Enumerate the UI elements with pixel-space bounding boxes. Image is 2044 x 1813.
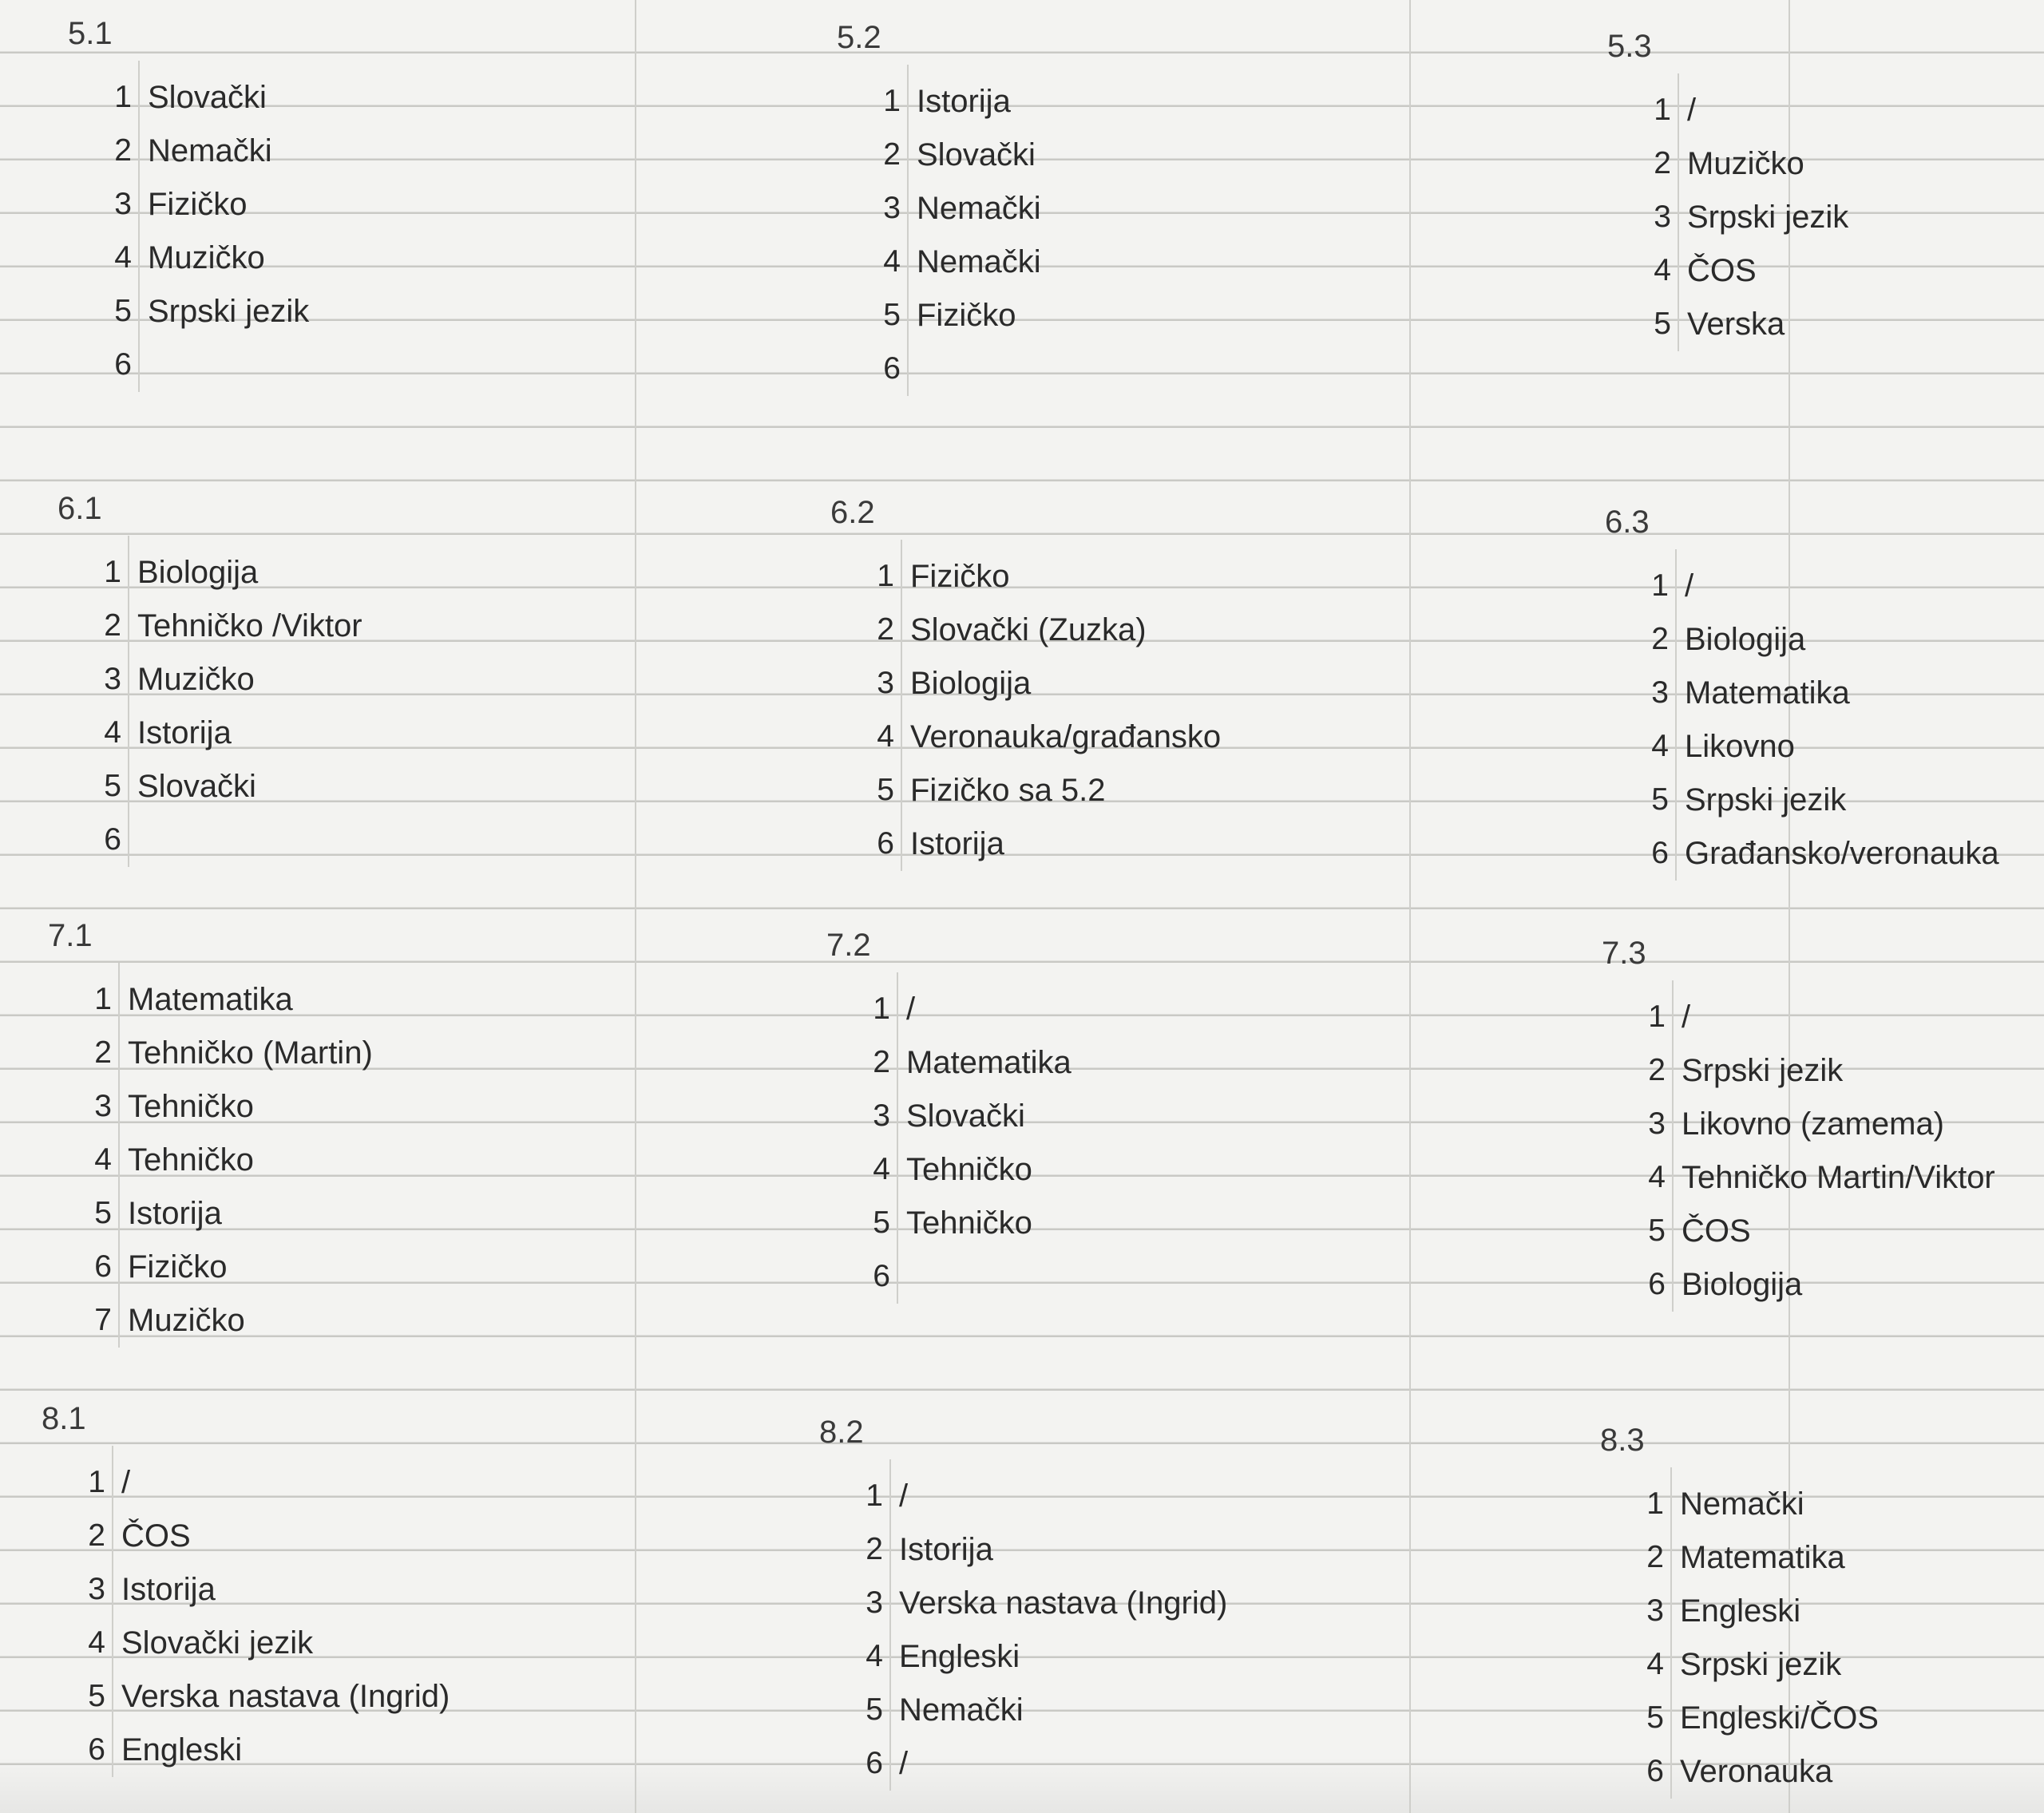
- period-number: 5: [877, 773, 894, 807]
- class-label: 5.2: [837, 20, 881, 55]
- period-number: 2: [1651, 622, 1669, 656]
- subject-name: /: [1687, 93, 1697, 128]
- period-number: 6: [877, 826, 894, 861]
- subject-name: Verska: [1687, 307, 1785, 342]
- subject-name: ČOS: [1687, 253, 1757, 288]
- lesson-list: [68, 69, 723, 390]
- subject-name: Veronauka/građansko: [910, 719, 1222, 754]
- lesson-row: [1607, 295, 2044, 349]
- subject-name: Muzičko: [128, 1303, 245, 1338]
- period-number: 5: [114, 294, 132, 328]
- lesson-row: [819, 1574, 1474, 1628]
- period-number: 4: [88, 1625, 105, 1660]
- period-number: 6: [883, 351, 901, 386]
- subject-name: Slovački: [906, 1098, 1025, 1134]
- period-number: 1: [1646, 1486, 1664, 1521]
- period-number: 5: [1646, 1700, 1664, 1735]
- lesson-row: [1607, 242, 2044, 295]
- lesson-row: [42, 1668, 696, 1721]
- period-number: 6: [1651, 836, 1669, 870]
- lesson-row: [1600, 1689, 2044, 1743]
- class-label: 5.3: [1607, 29, 1652, 64]
- subject-name: Slovački: [917, 137, 1036, 172]
- subject-name: Tehničko: [906, 1205, 1032, 1241]
- lesson-row: [830, 548, 1485, 601]
- lesson-row: [830, 655, 1485, 708]
- period-number: 1: [1648, 1000, 1666, 1034]
- subject-name: Engleski: [899, 1639, 1020, 1674]
- lesson-row: [1602, 1042, 2044, 1095]
- lesson-row: [48, 1292, 703, 1345]
- period-number: 4: [104, 715, 121, 750]
- period-number: 3: [1654, 200, 1671, 234]
- cell-divider: [907, 332, 909, 396]
- lesson-row: [830, 762, 1485, 815]
- period-number: 2: [877, 612, 894, 647]
- period-number: 6: [1646, 1754, 1664, 1788]
- lesson-row: [48, 1024, 703, 1078]
- cell-divider: [1670, 1735, 1672, 1799]
- class-label: 7.1: [48, 918, 93, 953]
- subject-name: Istorija: [910, 826, 1004, 861]
- lesson-row: [68, 176, 723, 229]
- cell-divider: [128, 803, 129, 867]
- cell-divider: [901, 807, 902, 871]
- subject-name: Biologija: [1682, 1267, 1803, 1302]
- subject-name: ČOS: [121, 1518, 191, 1554]
- subject-name: Tehničko Martin/Viktor: [1682, 1160, 1995, 1195]
- period-number: 4: [94, 1142, 112, 1177]
- subject-name: Slovački: [137, 769, 256, 804]
- class-label: 7.2: [826, 928, 871, 963]
- lesson-row: [826, 1034, 1481, 1087]
- period-number: 4: [1654, 253, 1671, 287]
- lesson-row: [1602, 1256, 2044, 1309]
- lesson-row: [1602, 988, 2044, 1042]
- period-number: 4: [114, 240, 132, 275]
- lesson-row: [1605, 557, 2044, 611]
- lesson-list: [42, 1454, 696, 1775]
- period-number: 5: [94, 1196, 112, 1230]
- lesson-row: [830, 708, 1485, 762]
- lesson-row: [1600, 1475, 2044, 1529]
- lesson-row: [830, 601, 1485, 655]
- subject-name: Matematika: [128, 982, 293, 1017]
- subject-name: Slovački jezik: [121, 1625, 314, 1661]
- lesson-list: [819, 1467, 1474, 1788]
- subject-name: Istorija: [121, 1572, 216, 1607]
- subject-name: Biologija: [910, 666, 1032, 701]
- period-number: 4: [866, 1639, 883, 1673]
- lesson-row: [826, 1248, 1481, 1301]
- subject-name: Srpski jezik: [148, 294, 310, 329]
- period-number: 2: [866, 1532, 883, 1566]
- lesson-row: [837, 126, 1491, 180]
- subject-name: Matematika: [1685, 675, 1850, 711]
- cell-divider: [1678, 287, 1679, 351]
- period-number: 1: [883, 84, 901, 118]
- period-number: 2: [1646, 1540, 1664, 1574]
- lesson-row: [837, 180, 1491, 233]
- period-number: 3: [873, 1098, 890, 1133]
- lesson-row: [42, 1614, 696, 1668]
- period-number: 3: [1648, 1106, 1666, 1141]
- subject-name: Fizičko: [917, 298, 1016, 333]
- period-number: 3: [114, 187, 132, 221]
- lesson-row: [1605, 825, 2044, 878]
- period-number: 3: [1651, 675, 1669, 710]
- subject-name: Fizičko: [148, 187, 248, 222]
- class-label: 7.3: [1602, 936, 1646, 971]
- subject-name: /: [1682, 1000, 1691, 1035]
- subject-name: Matematika: [1680, 1540, 1845, 1575]
- period-number: 6: [104, 822, 121, 857]
- subject-name: /: [121, 1465, 131, 1500]
- lesson-row: [42, 1454, 696, 1507]
- lesson-row: [1600, 1529, 2044, 1582]
- cell-divider: [112, 1713, 113, 1777]
- period-number: 6: [866, 1746, 883, 1780]
- subject-name: Tehničko (Martin): [128, 1035, 373, 1071]
- period-number: 6: [114, 347, 132, 382]
- lesson-row: [68, 229, 723, 283]
- lesson-list: [1600, 1475, 2044, 1796]
- period-number: 2: [1654, 146, 1671, 180]
- lesson-row: [42, 1507, 696, 1561]
- class-label: 8.3: [1600, 1423, 1645, 1458]
- subject-name: Tehničko: [128, 1089, 254, 1124]
- subject-name: Engleski: [121, 1732, 243, 1767]
- subject-name: Nemački: [1680, 1486, 1804, 1522]
- period-number: 1: [873, 992, 890, 1026]
- lesson-row: [819, 1628, 1474, 1681]
- lesson-row: [42, 1721, 696, 1775]
- subject-name: Veronauka: [1680, 1754, 1833, 1789]
- period-number: 4: [1651, 729, 1669, 763]
- cell-divider: [138, 328, 140, 392]
- period-number: 3: [877, 666, 894, 700]
- subject-name: Fizičko: [128, 1249, 228, 1285]
- lesson-row: [57, 544, 712, 597]
- lesson-row: [1600, 1636, 2044, 1689]
- period-number: 5: [1651, 782, 1669, 817]
- lesson-row: [830, 815, 1485, 869]
- subject-name: Slovački (Zuzka): [910, 612, 1147, 647]
- subject-name: Verska nastava (Ingrid): [899, 1585, 1228, 1621]
- lesson-list: [48, 971, 703, 1345]
- class-label: 6.3: [1605, 505, 1650, 540]
- subject-name: Srpski jezik: [1687, 200, 1849, 235]
- class-label: 6.2: [830, 495, 875, 530]
- lesson-row: [819, 1735, 1474, 1788]
- subject-name: Istorija: [137, 715, 232, 750]
- lesson-row: [48, 1078, 703, 1131]
- period-number: 1: [104, 555, 121, 589]
- period-number: 1: [1651, 568, 1669, 603]
- lesson-row: [1602, 1149, 2044, 1202]
- lesson-row: [1605, 771, 2044, 825]
- subject-name: Građansko/veronauka: [1685, 836, 1999, 871]
- period-number: 2: [104, 608, 121, 643]
- period-number: 2: [114, 133, 132, 168]
- lesson-row: [1607, 188, 2044, 242]
- subject-name: ČOS: [1682, 1213, 1751, 1249]
- lesson-row: [837, 287, 1491, 340]
- period-number: 2: [873, 1045, 890, 1079]
- period-number: 1: [114, 80, 132, 114]
- subject-name: Muzičko: [137, 662, 255, 697]
- cell-divider: [118, 1284, 120, 1348]
- subject-name: Istorija: [128, 1196, 222, 1231]
- subject-name: Tehničko: [128, 1142, 254, 1178]
- lesson-row: [57, 651, 712, 704]
- lesson-row: [57, 811, 712, 865]
- lesson-row: [826, 1141, 1481, 1194]
- lesson-row: [68, 336, 723, 390]
- cell-divider: [1672, 1248, 1674, 1312]
- subject-name: Muzičko: [1687, 146, 1804, 181]
- period-number: 6: [1648, 1267, 1666, 1301]
- cell-divider: [897, 1240, 898, 1304]
- lesson-row: [42, 1561, 696, 1614]
- period-number: 5: [873, 1205, 890, 1240]
- period-number: 6: [873, 1259, 890, 1293]
- subject-name: Likovno (zamema): [1682, 1106, 1945, 1142]
- subject-name: Srpski jezik: [1682, 1053, 1844, 1088]
- lesson-row: [826, 980, 1481, 1034]
- period-number: 7: [94, 1303, 112, 1337]
- period-number: 3: [1646, 1593, 1664, 1628]
- period-number: 3: [866, 1585, 883, 1620]
- period-number: 6: [88, 1732, 105, 1767]
- lesson-list: [837, 73, 1491, 394]
- period-number: 5: [88, 1679, 105, 1713]
- period-number: 1: [88, 1465, 105, 1499]
- period-number: 3: [88, 1572, 105, 1606]
- lesson-row: [819, 1521, 1474, 1574]
- period-number: 4: [1648, 1160, 1666, 1194]
- subject-name: /: [899, 1746, 909, 1781]
- period-number: 5: [1648, 1213, 1666, 1248]
- lesson-row: [68, 283, 723, 336]
- lesson-row: [57, 704, 712, 758]
- period-number: 1: [94, 982, 112, 1016]
- cell-divider: [1675, 817, 1677, 881]
- class-label: 8.2: [819, 1415, 864, 1450]
- subject-name: Verska nastava (Ingrid): [121, 1679, 450, 1714]
- lesson-row: [1605, 611, 2044, 664]
- period-number: 5: [866, 1692, 883, 1727]
- subject-name: Fizičko sa 5.2: [910, 773, 1106, 808]
- subject-name: Istorija: [899, 1532, 993, 1567]
- lesson-row: [48, 971, 703, 1024]
- lesson-row: [1600, 1582, 2044, 1636]
- period-number: 3: [94, 1089, 112, 1123]
- subject-name: Srpski jezik: [1680, 1647, 1842, 1682]
- class-label: 5.1: [68, 16, 113, 51]
- lesson-row: [57, 758, 712, 811]
- period-number: 4: [877, 719, 894, 754]
- period-number: 6: [94, 1249, 112, 1284]
- lesson-list: [830, 548, 1485, 869]
- subject-name: Biologija: [137, 555, 259, 590]
- lesson-row: [1605, 718, 2044, 771]
- class-label: 6.1: [57, 491, 102, 526]
- subject-name: Istorija: [917, 84, 1011, 119]
- lesson-row: [826, 1194, 1481, 1248]
- lesson-row: [1607, 81, 2044, 135]
- cell-divider: [889, 1727, 891, 1791]
- period-number: 3: [883, 191, 901, 225]
- period-number: 5: [104, 769, 121, 803]
- subject-name: /: [1685, 568, 1694, 604]
- subject-name: Fizičko: [910, 559, 1010, 594]
- subject-name: Biologija: [1685, 622, 1806, 657]
- subject-name: Srpski jezik: [1685, 782, 1847, 817]
- period-number: 3: [104, 662, 121, 696]
- lesson-row: [1607, 135, 2044, 188]
- lesson-list: [57, 544, 712, 865]
- period-number: 4: [873, 1152, 890, 1186]
- lesson-row: [68, 122, 723, 176]
- subject-name: Likovno: [1685, 729, 1795, 764]
- lesson-row: [1602, 1202, 2044, 1256]
- subject-name: Nemački: [917, 191, 1041, 226]
- lesson-row: [819, 1467, 1474, 1521]
- lesson-list: [826, 980, 1481, 1301]
- period-number: 4: [1646, 1647, 1664, 1681]
- period-number: 2: [88, 1518, 105, 1553]
- lesson-row: [819, 1681, 1474, 1735]
- period-number: 2: [94, 1035, 112, 1070]
- period-number: 2: [883, 137, 901, 172]
- subject-name: /: [899, 1479, 909, 1514]
- lesson-row: [48, 1185, 703, 1238]
- subject-name: Nemački: [917, 244, 1041, 279]
- subject-name: Slovački: [148, 80, 267, 115]
- subject-name: Muzičko: [148, 240, 265, 275]
- class-label: 8.1: [42, 1401, 86, 1436]
- lesson-row: [1605, 664, 2044, 718]
- period-number: 5: [1654, 307, 1671, 341]
- lesson-list: [1602, 988, 2044, 1309]
- lesson-row: [68, 69, 723, 122]
- lesson-row: [1600, 1743, 2044, 1796]
- subject-name: Nemački: [899, 1692, 1024, 1728]
- lesson-row: [826, 1087, 1481, 1141]
- subject-name: /: [906, 992, 916, 1027]
- period-number: 5: [883, 298, 901, 332]
- period-number: 1: [1654, 93, 1671, 127]
- period-number: 2: [1648, 1053, 1666, 1087]
- lesson-row: [837, 340, 1491, 394]
- subject-name: Matematika: [906, 1045, 1072, 1080]
- subject-name: Engleski/ČOS: [1680, 1700, 1879, 1736]
- lesson-row: [837, 233, 1491, 287]
- lesson-row: [837, 73, 1491, 126]
- lesson-row: [1602, 1095, 2044, 1149]
- period-number: 4: [883, 244, 901, 279]
- subject-name: Engleski: [1680, 1593, 1801, 1629]
- period-number: 1: [866, 1479, 883, 1513]
- period-number: 1: [877, 559, 894, 593]
- lesson-list: [1607, 81, 2044, 349]
- subject-name: Tehničko /Viktor: [137, 608, 362, 643]
- subject-name: Tehničko: [906, 1152, 1032, 1187]
- lesson-row: [57, 597, 712, 651]
- subject-name: Nemački: [148, 133, 272, 168]
- lesson-list: [1605, 557, 2044, 878]
- lesson-row: [48, 1238, 703, 1292]
- lesson-row: [48, 1131, 703, 1185]
